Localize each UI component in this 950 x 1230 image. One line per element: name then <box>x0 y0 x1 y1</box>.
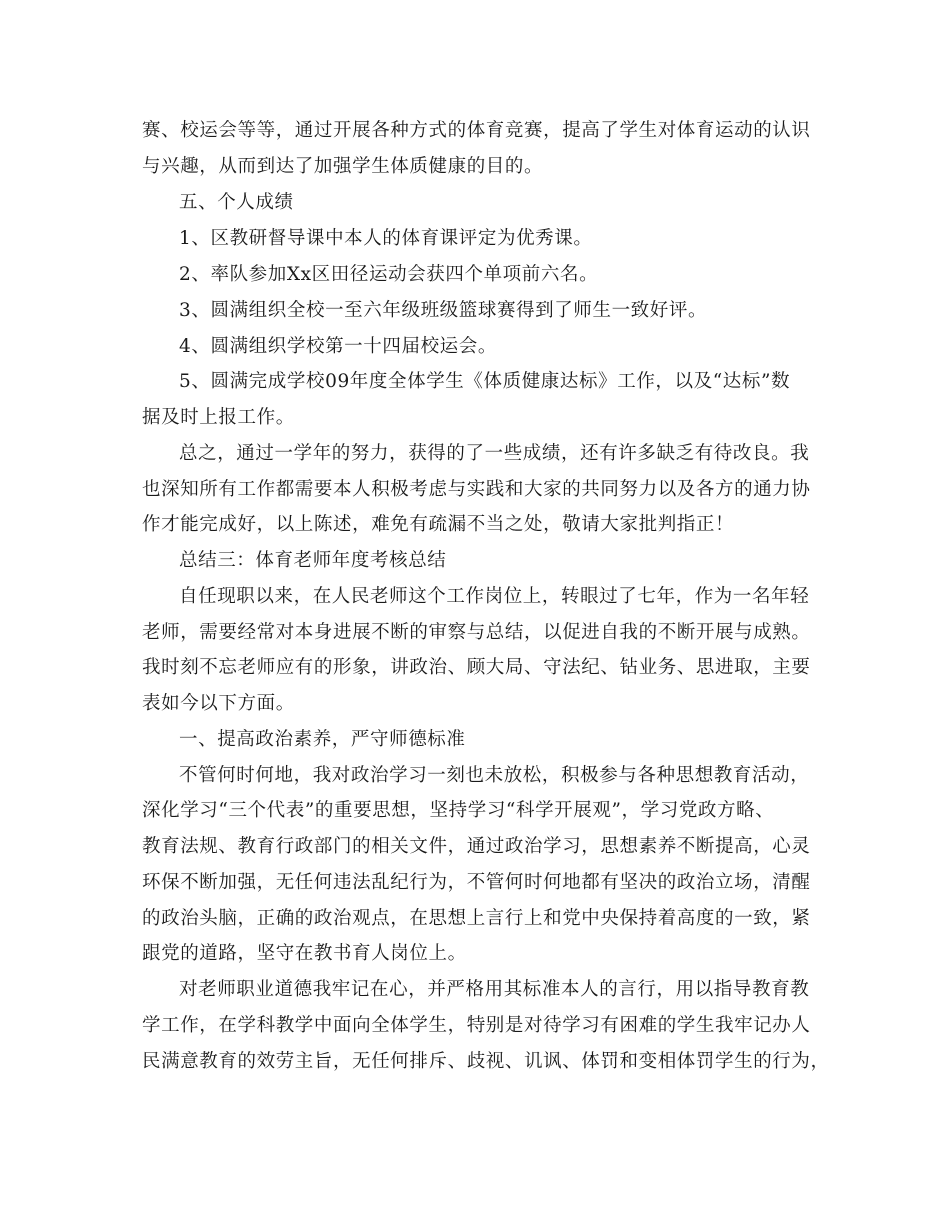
text-line: 环保不断加强，无任何违法乱纪行为，不管何时何地都有坚决的政治立场，清醒 <box>142 872 811 893</box>
text-line: 的政治头脑，正确的政治观点，在思想上言行上和党中央保持着高度的一致，紧 <box>142 908 811 929</box>
text-line: 作才能完成好，以上陈述，难免有疏漏不当之处，敬请大家批判指正！ <box>142 514 735 535</box>
text-line: 深化学习“三个代表”的重要思想，坚持学习“科学开展观”，学习党政方略、 <box>142 800 775 821</box>
text-line: 赛、校运会等等，通过开展各种方式的体育竞赛，提高了学生对体育运动的认识 <box>142 120 811 141</box>
list-item: 2、率队参加Xx区田径运动会获四个单项前六名。 <box>179 264 599 285</box>
section-heading: 一、提高政治素养，严守师德标准 <box>179 729 466 750</box>
text-line: 据及时上报工作。 <box>142 407 295 428</box>
section-heading: 总结三：体育老师年度考核总结 <box>179 550 447 571</box>
text-line: 与兴趣，从而到达了加强学生体质健康的目的。 <box>142 156 544 177</box>
text-line: 不管何时何地，我对政治学习一刻也未放松，积极参与各种思想教育活动， <box>179 765 810 786</box>
text-line: 总之，通过一学年的努力，获得的了一些成绩，还有许多缺乏有待改良。我 <box>179 443 810 464</box>
text-line: 民满意教育的效劳主旨，无任何排斥、歧视、讥讽、体罚和变相体罚学生的行为， <box>142 1051 830 1072</box>
list-item: 4、圆满组织学校第一十四届校运会。 <box>179 336 497 357</box>
list-item: 3、圆满组织全校一至六年级班级篮球赛得到了师生一致好评。 <box>179 300 708 321</box>
section-heading: 五、个人成绩 <box>179 192 294 213</box>
text-line: 自任现职以来，在人民老师这个工作岗位上，转眼过了七年，作为一名年轻 <box>179 586 810 607</box>
text-line: 表如今以下方面。 <box>142 693 295 714</box>
text-line: 对老师职业道德我牢记在心，并严格用其标准本人的言行，用以指导教育教 <box>179 979 810 1000</box>
text-line: 也深知所有工作都需要本人积极考虑与实践和大家的共同努力以及各方的通力协 <box>142 479 811 500</box>
text-line: 我时刻不忘老师应有的形象，讲政治、顾大局、守法纪、钻业务、思进取，主要 <box>142 657 811 678</box>
text-line: 学工作，在学科教学中面向全体学生，特别是对待学习有困难的学生我牢记办人 <box>142 1015 811 1036</box>
list-item: 5、圆满完成学校09年度全体学生《体质健康达标》工作，以及“达标”数 <box>179 371 791 392</box>
text-line: 教育法规、教育行政部门的相关文件，通过政治学习，思想素养不断提高，心灵 <box>142 836 811 857</box>
text-line: 老师，需要经常对本身进展不断的审察与总结，以促进自我的不断开展与成熟。 <box>142 622 811 643</box>
text-line: 跟党的道路，坚守在教书育人岗位上。 <box>142 943 467 964</box>
list-item: 1、区教研督导课中本人的体育课评定为优秀课。 <box>179 228 593 249</box>
